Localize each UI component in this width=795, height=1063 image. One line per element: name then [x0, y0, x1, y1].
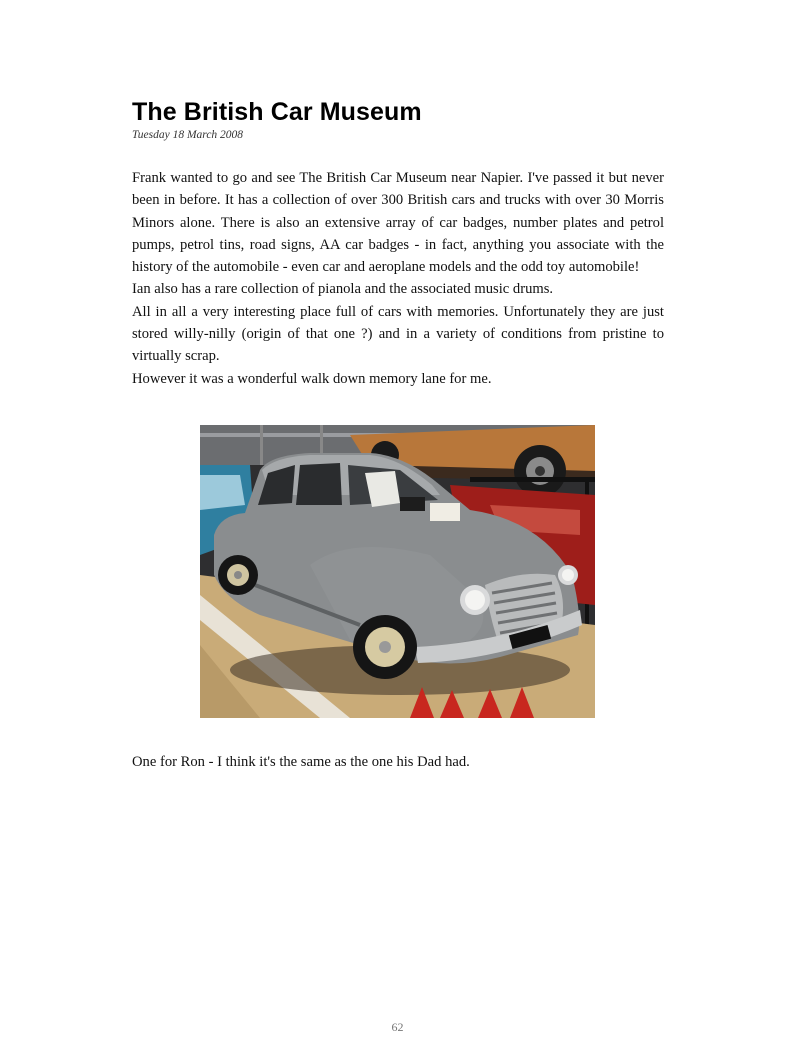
- article-body: [132, 167, 664, 390]
- car-photo: [200, 425, 595, 718]
- paragraph: Ian also has a rare collection of pianola and the associated music drums.: [132, 281, 554, 298]
- paragraph: However it was a wonderful walk down memory lane for me.: [132, 370, 492, 387]
- page-title: The British Car Museum: [132, 98, 422, 126]
- paragraph: All in all a very interesting place full of cars with memories. Unfortunately they are just stored willy-nilly (origin of that one ?) and in a variety of conditions from pristine to virtually scrap.: [132, 303, 664, 365]
- page-number: 62: [391, 1020, 404, 1034]
- photo-caption: One for Ron - I think it's the same as the one his Dad had.: [132, 754, 470, 770]
- paragraph: Frank wanted to go and see The British Car Museum near Napier. I've passed it but never been in before. It has a collection of over 300 British cars and trucks with over 30 Morris Minors alone. There is also an extensive array of car badges, number plates and petrol pumps, petrol tins, road signs, AA car badges - in fact, anything you associate with the history of the automobile - even car and aeroplane models and the odd toy automobile!: [132, 170, 664, 276]
- post-date: Tuesday 18 March 2008: [132, 129, 244, 141]
